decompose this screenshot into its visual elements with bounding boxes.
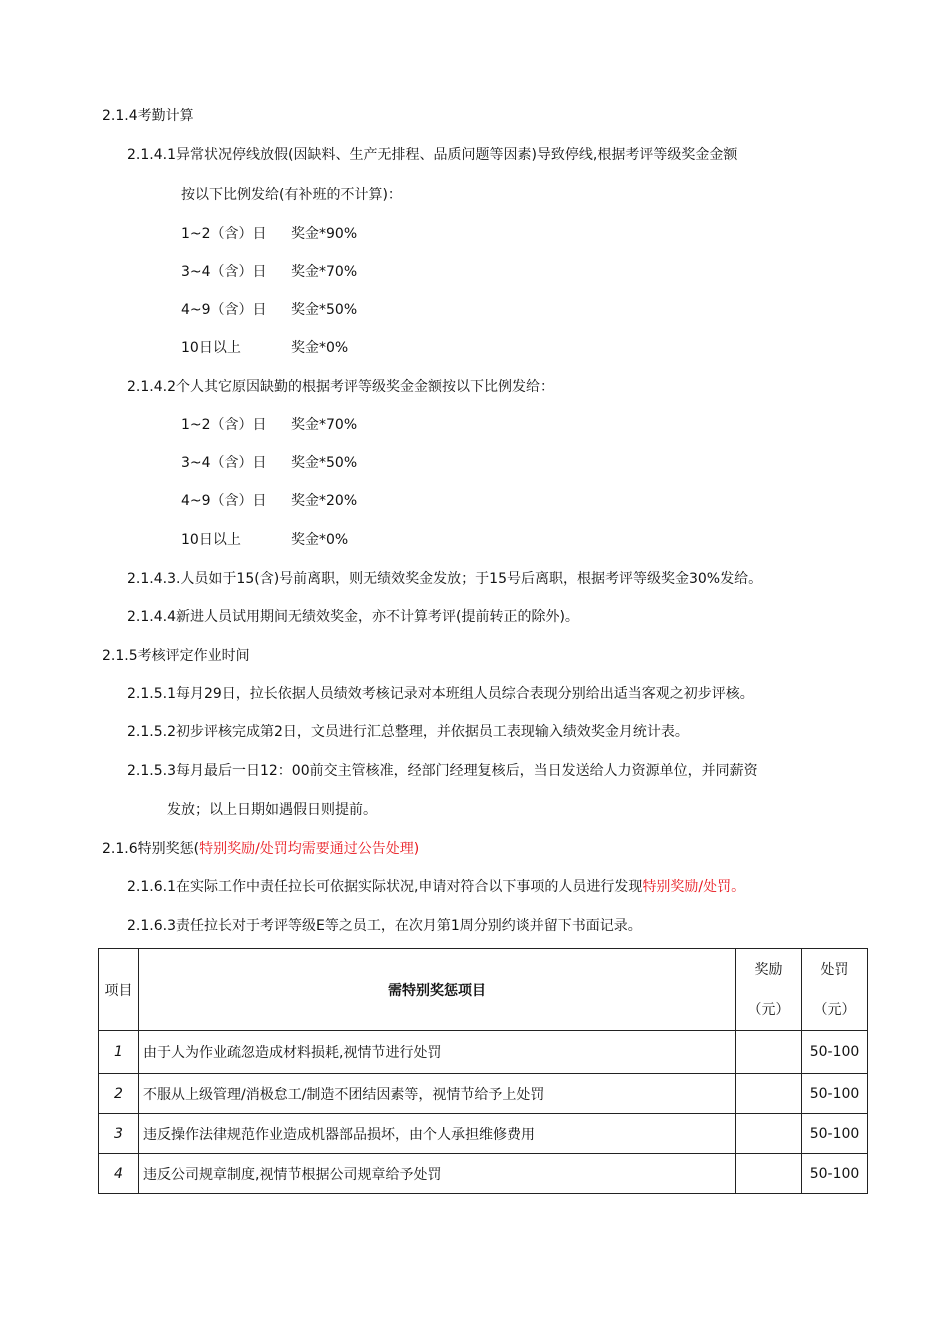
para-2-1-4-1-line2: 按以下比例发给(有补班的不计算)： [181,187,402,203]
row-desc: 违反公司规章制度,视情节根据公司规章给予处罚 [139,1154,736,1194]
row-desc: 由于人为作业疏忽造成材料损耗,视情节进行处罚 [139,1031,736,1074]
ratio-bonus: 奖金*0% [291,532,349,548]
header-reward-line1: 奖励 [754,961,783,978]
ratio-bonus: 奖金*50% [291,302,358,318]
ratio-bonus: 奖金*20% [291,493,358,509]
ratio-row [181,338,481,358]
row-reward [736,1031,802,1074]
ratio-days: 4~9（含）日 [181,302,267,318]
ratio-bonus: 奖金*0% [291,340,349,356]
ratio-days: 3~4（含）日 [181,455,267,471]
para-2-1-5-3-line1: 2.1.5.3每月最后一日12：00前交主管核准，经部门经理复核后，当日发送给人力资源单位，并同薪资 [127,763,758,779]
special-reward-penalty-table [98,948,868,1194]
ratio-days: 10日以上 [181,532,241,548]
para-2-1-5-1: 2.1.5.1每月29日，拉长依据人员绩效考核记录对本班组人员综合表现分别给出适当客观之初步评核。 [127,686,754,702]
header-penalty [802,949,868,1031]
para-2-1-5-3-line2: 发放；以上日期如遇假日则提前。 [167,802,377,818]
ratio-row [181,415,481,435]
heading-2-1-4: 2.1.4考勤计算 [102,108,194,124]
header-reward-line2: （元） [747,1001,790,1018]
ratio-days: 1~2（含）日 [181,226,267,242]
para-2-1-6-1-text: 2.1.6.1在实际工作中责任拉长可依据实际状况,申请对符合以下事项的人员进行发现 [127,879,643,895]
heading-2-1-5: 2.1.5考核评定作业时间 [102,648,250,664]
ratio-days: 4~9（含）日 [181,493,267,509]
ratio-days: 10日以上 [181,340,241,356]
ratio-row [181,300,481,320]
row-desc: 不服从上级管理/消极怠工/制造不团结因素等，视情节给予上处罚 [139,1074,736,1114]
para-2-1-5-2: 2.1.5.2初步评核完成第2日，文员进行汇总整理，并依据员工表现输入绩效奖金月统计表。 [127,724,689,740]
heading-2-1-6 [102,839,419,859]
ratio-bonus: 奖金*50% [291,455,358,471]
ratio-row [181,491,481,511]
para-2-1-4-4: 2.1.4.4新进人员试用期间无绩效奖金，亦不计算考评(提前转正的除外)。 [127,609,579,625]
ratio-row [181,530,481,550]
table-row [99,1114,868,1154]
para-2-1-4-3: 2.1.4.3.人员如于15(含)号前离职，则无绩效奖金发放；于15号后离职，根据考评等级奖金30%发给。 [127,571,763,587]
row-index: 3 [99,1114,139,1154]
ratio-days: 3~4（含）日 [181,264,267,280]
row-reward [736,1074,802,1114]
ratio-row [181,224,481,244]
header-reward [736,949,802,1031]
heading-2-1-6-highlight: 特别奖励/处罚均需要通过公告处理) [199,841,420,857]
row-reward [736,1154,802,1194]
para-2-1-6-1-highlight: 特别奖励/处罚。 [642,879,746,895]
para-2-1-4-2: 2.1.4.2个人其它原因缺勤的根据考评等级奖金金额按以下比例发给： [127,379,554,395]
heading-2-1-6-text: 2.1.6特别奖惩( [102,841,200,857]
table-header-row [99,949,868,1031]
ratio-bonus: 奖金*70% [291,417,358,433]
header-item: 项目 [99,949,139,1031]
row-index: 4 [99,1154,139,1194]
row-reward [736,1114,802,1154]
row-penalty: 50-100 [802,1114,868,1154]
para-2-1-6-3: 2.1.6.3责任拉长对于考评等级E等之员工，在次月第1周分别约谈并留下书面记录。 [127,918,642,934]
ratio-row [181,262,481,282]
table-row [99,1154,868,1194]
ratio-bonus: 奖金*90% [291,226,358,242]
row-index: 2 [99,1074,139,1114]
header-penalty-line1: 处罚 [820,961,849,978]
header-penalty-line2: （元） [813,1001,856,1018]
para-2-1-6-1 [127,877,745,897]
row-index: 1 [99,1031,139,1074]
row-penalty: 50-100 [802,1074,868,1114]
ratio-bonus: 奖金*70% [291,264,358,280]
row-penalty: 50-100 [802,1031,868,1074]
row-penalty: 50-100 [802,1154,868,1194]
table-row [99,1031,868,1074]
header-desc: 需特别奖惩项目 [139,949,736,1031]
ratio-days: 1~2（含）日 [181,417,267,433]
row-desc: 违反操作法律规范作业造成机器部品损坏，由个人承担维修费用 [139,1114,736,1154]
ratio-row [181,453,481,473]
para-2-1-4-1-line1: 2.1.4.1异常状况停线放假(因缺料、生产无排程、品质问题等因素)导致停线,根据考评等级奖金金额 [127,147,738,163]
table-row [99,1074,868,1114]
